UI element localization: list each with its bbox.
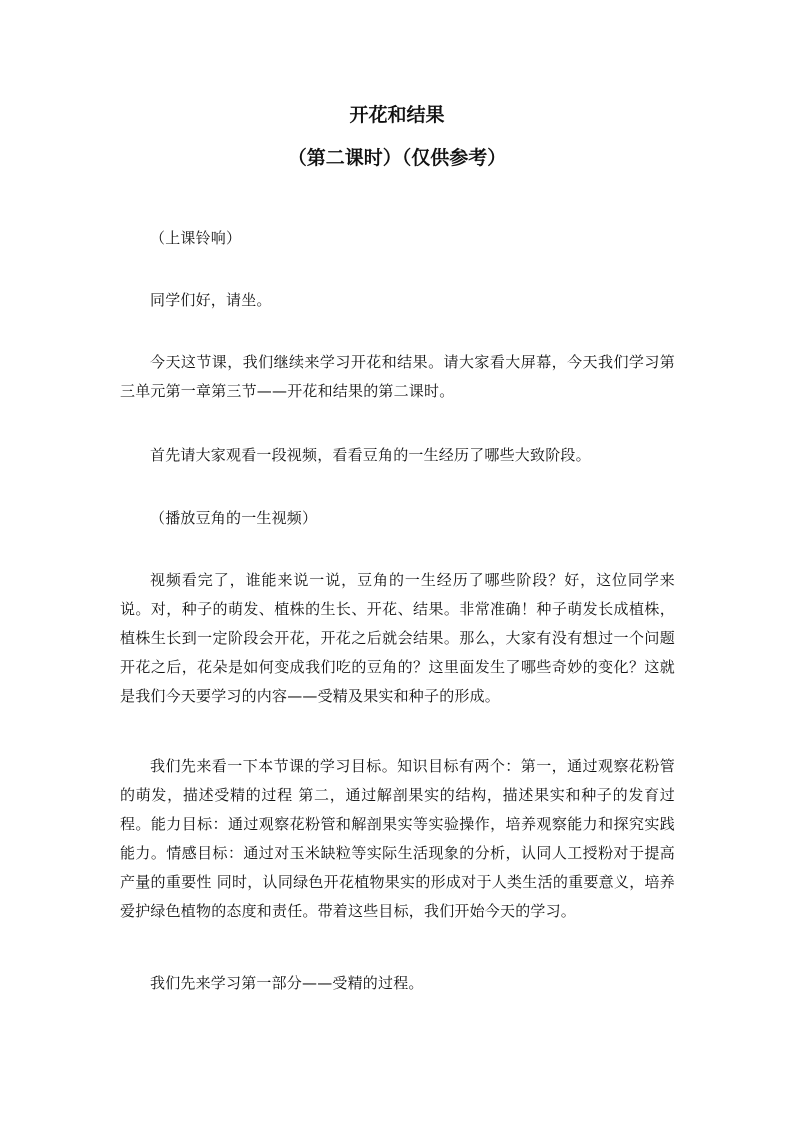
paragraph-video-prompt: 首先请大家观看一段视频，看看豆角的一生经历了哪些大致阶段。 xyxy=(150,446,591,464)
paragraph-intro: 今天这节课，我们继续来学习开花和结果。请大家看大屏幕，今天我们学习第三单元第一章第三节——开花和结果的第二课时。 xyxy=(120,353,675,400)
document-title: 开花和结果 xyxy=(349,104,445,126)
paragraph-bell: （上课铃响） xyxy=(150,229,242,247)
paragraph-play-video: （播放豆角的一生视频） xyxy=(150,509,318,527)
paragraph-first-part: 我们先来学习第一部分——受精的过程。 xyxy=(150,974,424,992)
document-subtitle: （第二课时）（仅供参考） xyxy=(287,147,507,169)
paragraph-greeting: 同学们好，请坐。 xyxy=(150,291,272,309)
paragraph-objectives: 我们先来看一下本节课的学习目标。知识目标有两个：第一，通过观察花粉管的萌发，描述受精的过程 第二，通过解剖果实的结构，描述果实和种子的发育过程。能力目标：通过观察花粉管和解剖果实等实验操作，培养观察能力和探究实践能力。情感目标：通过对玉米缺粒等实际生活现象的分析，认同人工授粉对于提高产量的重要性 同时，认同绿色开花植物果实的形成对于人类生活的重要意义，培养爱护绿色植物的态度和责任。带着这些目标，我们开始今天的学习。 xyxy=(120,757,675,920)
paragraph-discussion: 视频看完了，谁能来说一说，豆角的一生经历了哪些阶段？好，这位同学来说。对，种子的萌发、植株的生长、开花、结果。非常准确！种子萌发长成植株，植株生长到一定阶段会开花，开花之后就会结果。那么，大家有没有想过一个问题 开花之后，花朵是如何变成我们吃的豆角的？这里面发生了哪些奇妙的变化？这就是我们今天要学习的内容——受精及果实和种子的形成。 xyxy=(120,571,675,705)
